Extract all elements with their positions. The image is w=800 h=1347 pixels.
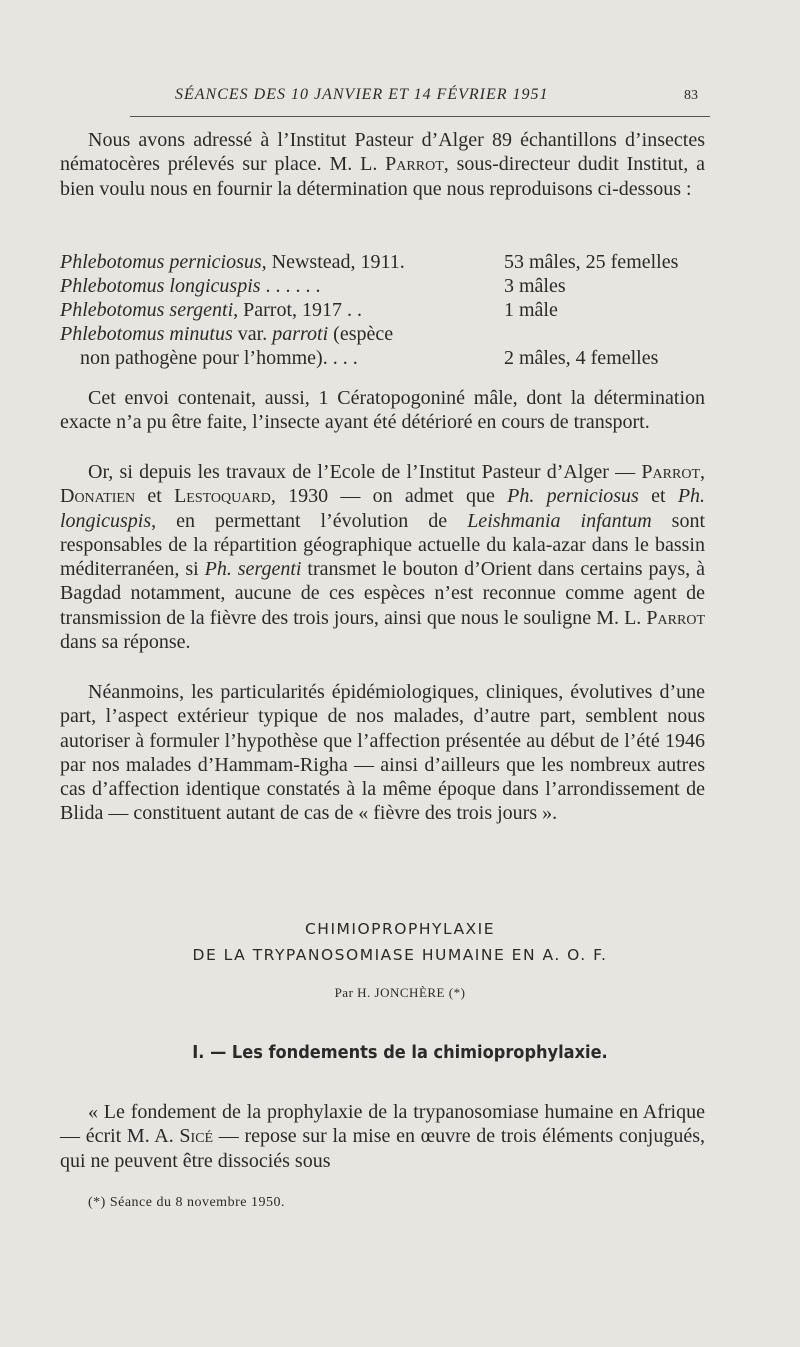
p5-text: — repose sur la mise en œuvre de trois éléments conjugués, qui ne peuvent être dissociés sous: [60, 1125, 705, 1172]
species-row: [60, 322, 710, 346]
page-number: 83: [684, 88, 698, 103]
paragraph-1-text-b: , sous-directeur dudit Institut, a bien voulu nous en fournir la détermination que nous reproduisons ci-dessous :: [60, 153, 706, 200]
article-title-line-1: CHIMIOPROPHYLAXIE: [304, 920, 496, 938]
species-rest: , Parrot, 1917 . .: [233, 299, 363, 321]
running-title: SÉANCES DES 10 JANVIER ET 14 FÉVRIER 1951: [175, 86, 549, 103]
p3-text: , 1930 — on admet que: [270, 485, 508, 508]
species-rest: var.: [232, 323, 273, 345]
species-row: [60, 274, 710, 298]
running-head: [130, 86, 710, 117]
author-name: Parrot: [646, 606, 705, 629]
species-count: 2 mâles, 4 femelles: [504, 347, 659, 369]
species-variety: parroti: [272, 323, 329, 345]
footnote: (*) Séance du 8 novembre 1950.: [88, 1195, 285, 1210]
paragraph-3: [60, 460, 705, 654]
species-name: Phlebotomus minutus: [60, 323, 233, 345]
article-title-line-2: DE LA TRYPANOSOMIASE HUMAINE EN A. O. F.: [192, 946, 608, 964]
author-name: Sicé: [179, 1125, 214, 1148]
author-name: Lestoquard: [174, 485, 271, 508]
species-rest: , Newstead, 1911.: [261, 251, 405, 273]
paragraph-2-text: Cet envoi contenait, aussi, 1 Cératopogoniné mâle, dont la détermination exacte n’a pu être faite, l’insecte ayant été détérioré en cours de transport.: [60, 387, 705, 434]
species-ref: Ph. longicuspis: [60, 485, 706, 532]
species-continuation: non pathogène pour l’homme). . . .: [80, 347, 358, 369]
paragraph-5: [60, 1100, 705, 1173]
paragraph-1-text-a: Nous avons adressé à l’Institut Pasteur d’Alger 89 échantillons d’insectes nématocères prélevés sur place. M. L.: [60, 129, 705, 176]
paragraph-4-text: Néanmoins, les particularités épidémiologiques, cliniques, évolutives d’une part, l’aspect extérieur typique de nos malades, d’autre part, semblent nous autoriser à formuler l’hypothèse que l’affection présentée au début de l’été 1946 par nos malades d’Hammam-Righa — ainsi d’ailleurs que les nombreux autres cas d’affection identique constatés à la même époque dans l’arrondissement de Blida — constituent autant de cas de « fièvre des trois jours ».: [60, 681, 705, 825]
paragraph-2: [60, 386, 705, 435]
species-count: 53 mâles, 25 femelles: [504, 251, 679, 273]
p3-text: dans sa réponse.: [60, 631, 191, 654]
author-name: Parrot: [385, 153, 444, 176]
paragraph-1: [60, 128, 705, 201]
p3-text: sont responsables de la répartition géographique actuelle du kala-azar dans le bassin méditerranéen, si: [60, 509, 706, 581]
species-name: Phlebotomus perniciosus: [60, 251, 262, 273]
p5-text: « Le fondement de la prophylaxie de la trypanosomiase humaine en Afrique — écrit M. A.: [60, 1101, 705, 1148]
p3-text: , en permettant l’évolution de: [151, 509, 468, 532]
species-ref: Ph. sergenti: [204, 558, 302, 581]
species-row: [60, 346, 710, 370]
species-count: 1 mâle: [504, 299, 558, 321]
species-ref: Ph. perniciosus: [507, 485, 639, 508]
p3-text: et: [135, 485, 175, 508]
species-name: Phlebotomus sergenti: [60, 299, 234, 321]
species-rest-2: (espèce: [328, 323, 394, 345]
species-count: 3 mâles: [504, 275, 566, 297]
species-row: [60, 250, 710, 274]
species-rest: . . . . . .: [260, 275, 321, 297]
species-name: Phlebotomus longicuspis: [60, 275, 261, 297]
author-names: Parrot, Donatien: [60, 461, 705, 508]
section-heading: I. — Les fondements de la chimioprophylaxie.: [192, 1042, 608, 1063]
p3-text: et: [638, 485, 678, 508]
p3-text: Or, si depuis les travaux de l’Ecole de l’Institut Pasteur d’Alger —: [88, 461, 642, 483]
species-ref: Leishmania infantum: [467, 509, 652, 532]
byline: Par H. JONCHÈRE (*): [334, 985, 466, 1000]
p3-text: transmet le bouton d’Orient dans certains pays, à Bagdad notamment, aucune de ces espèces n’est reconnue comme agent de transmission de la fièvre des trois jours, ainsi que nous le souligne M. L.: [60, 558, 705, 629]
species-row: [60, 298, 710, 322]
species-list: [60, 250, 710, 370]
paragraph-4: [60, 680, 705, 826]
